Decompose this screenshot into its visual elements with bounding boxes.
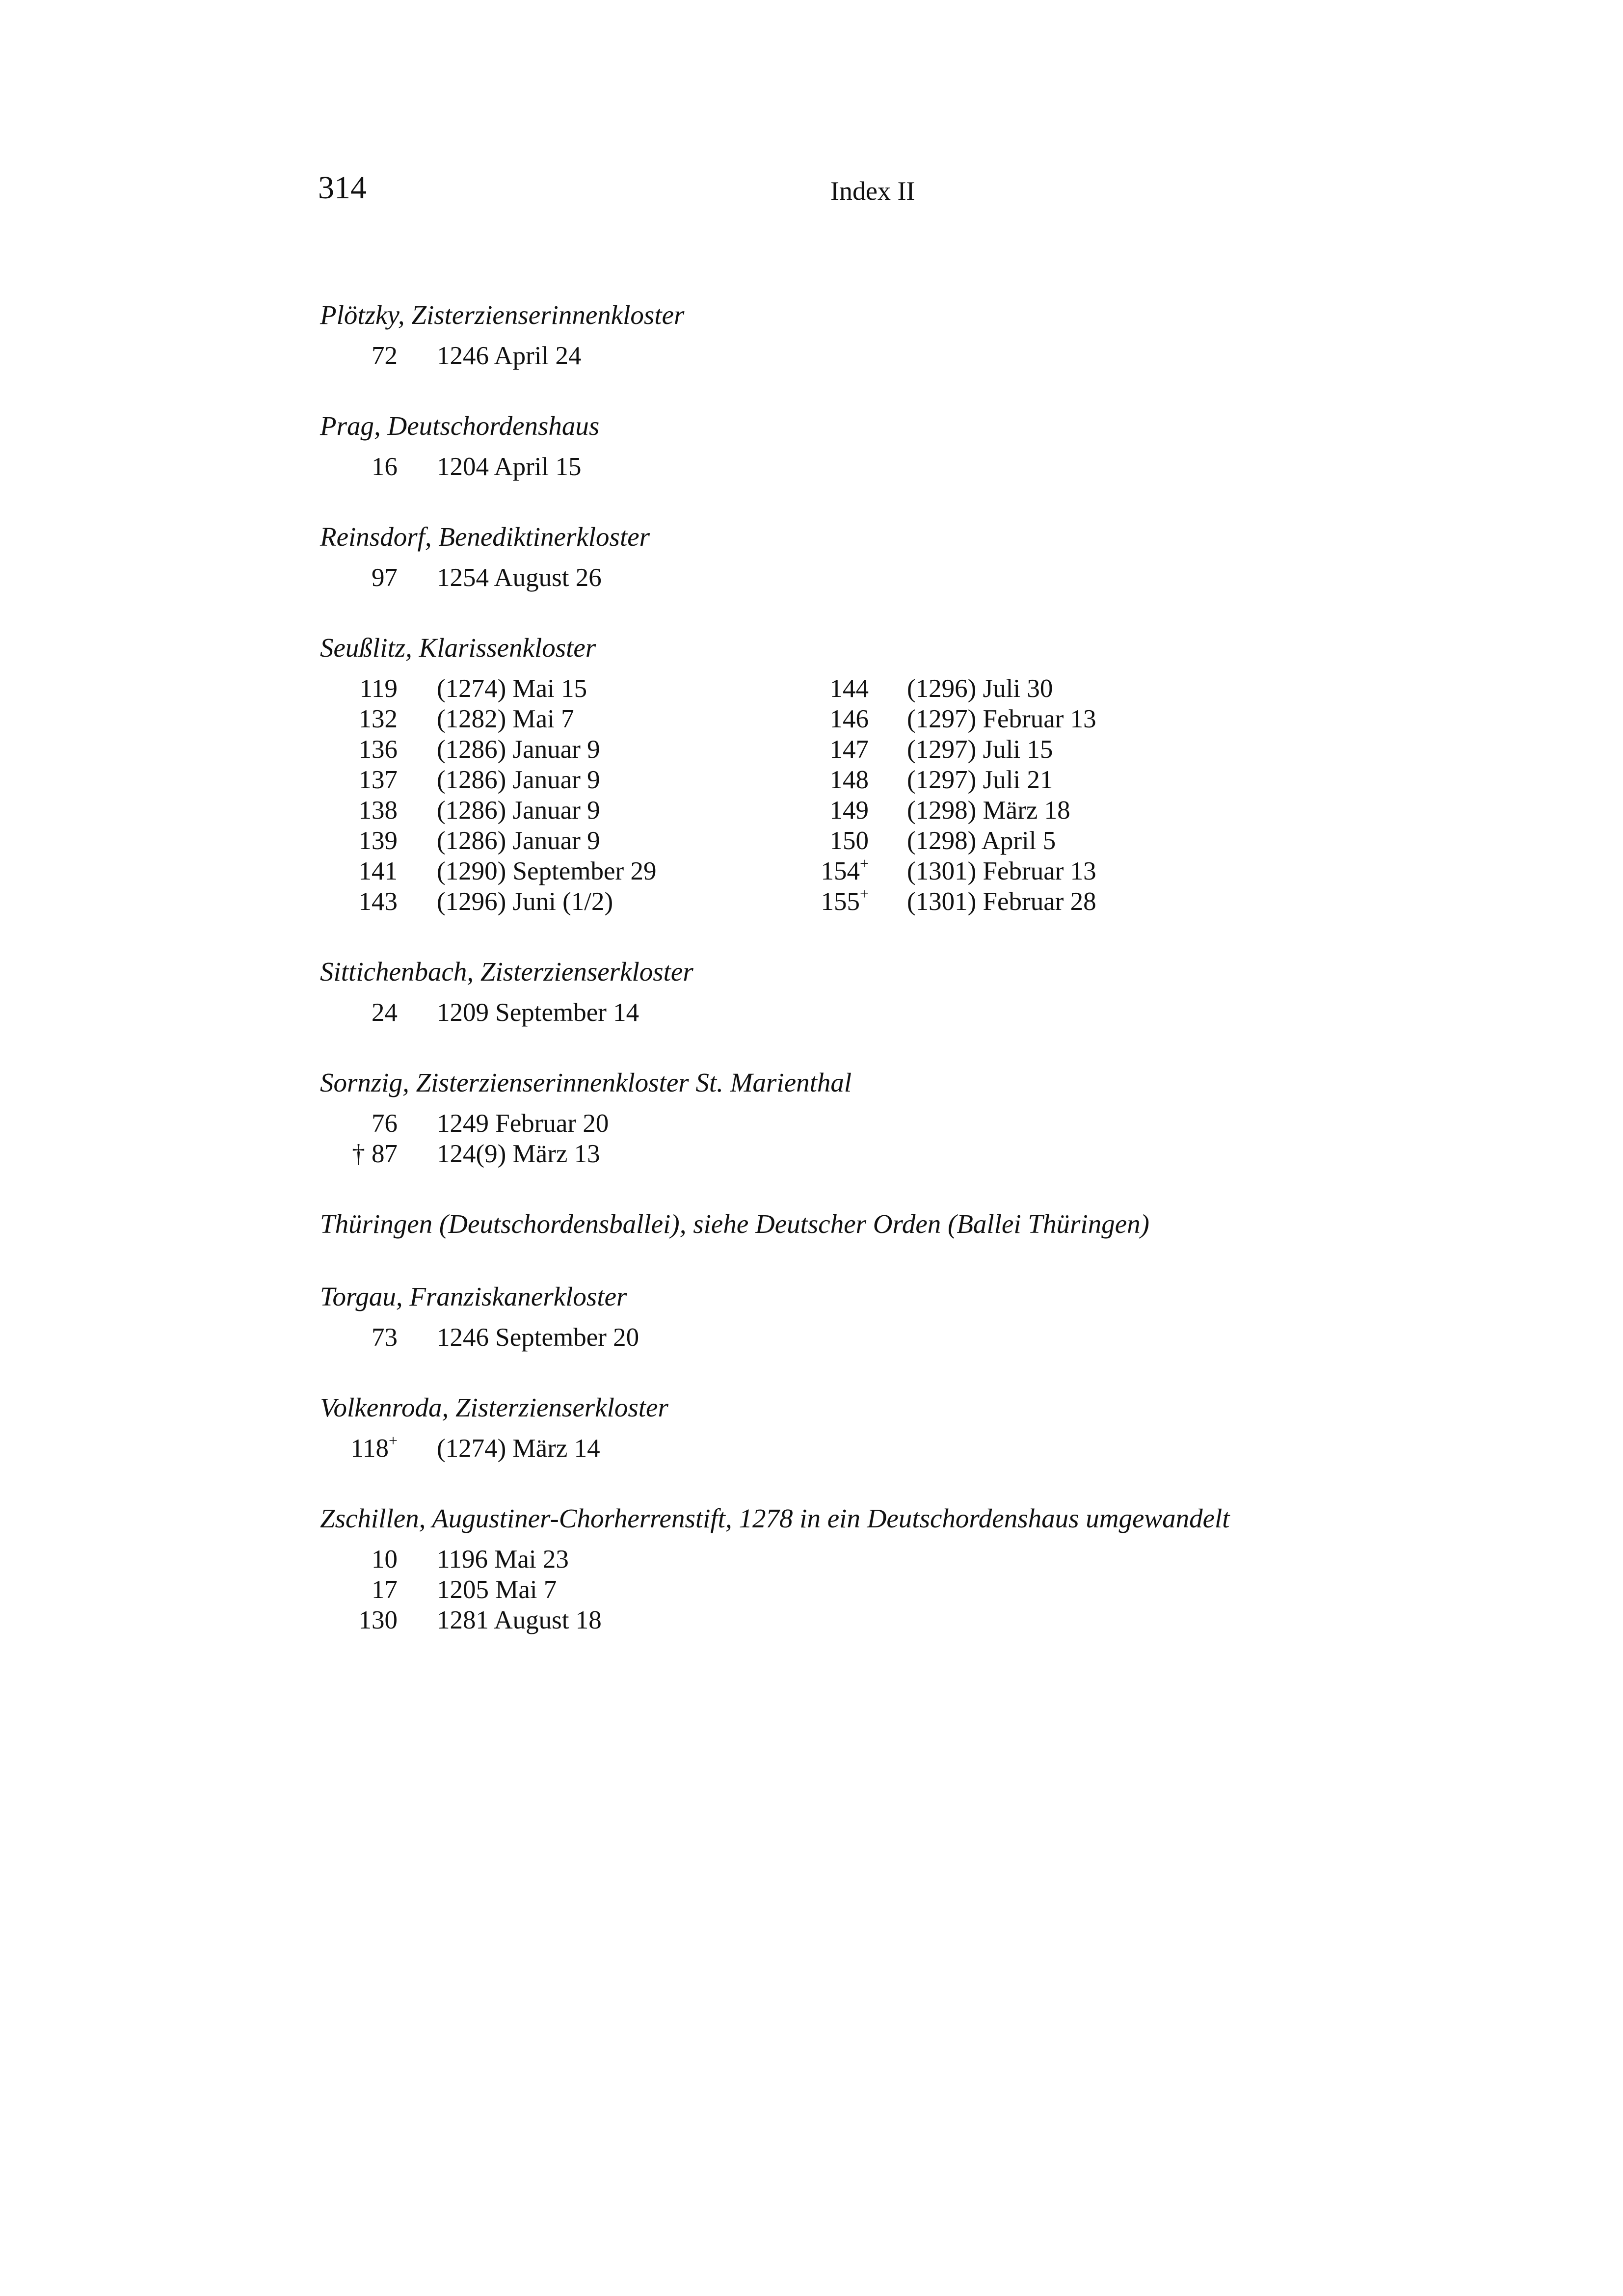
document-number: 10 [372,1545,398,1574]
document-number: 72 [372,342,398,370]
document-date: (1286) Januar 9 [437,735,600,764]
document-number: 148 [829,766,869,794]
document-date: (1297) Februar 13 [907,705,1096,733]
document-date: (1274) März 14 [437,1434,600,1463]
document-date: 1246 April 24 [437,342,582,370]
document-date: 1204 April 15 [437,453,582,481]
plus-marker: + [859,854,869,872]
document-date: 1249 Februar 20 [437,1109,609,1138]
document-number: 141 [358,857,398,885]
document-number: 137 [358,766,398,794]
document-date: 1281 August 18 [437,1606,602,1634]
entry-title: Volkenroda, Zisterzienserkloster [320,1392,668,1422]
document-number: 76 [372,1109,398,1138]
plus-marker: + [388,1432,398,1449]
document-date: (1301) Februar 28 [907,887,1096,916]
document-date: 1246 September 20 [437,1323,639,1352]
entry-title: Thüringen (Deutschordensballei), siehe Deutscher Orden (Ballei Thüringen) [320,1209,1149,1239]
document-date: (1301) Februar 13 [907,857,1096,885]
document-date: 1205 Mai 7 [437,1575,557,1604]
document-number: 132 [358,705,398,733]
entry-title: Reinsdorf, Benediktinerkloster [320,522,650,552]
document-date: (1296) Juni (1/2) [437,887,613,916]
entry-title: Prag, Deutschordenshaus [320,411,600,441]
entry-title: Seußlitz, Klarissenkloster [320,633,596,663]
document-number: 144 [829,674,869,703]
document-number: † 87 [352,1140,398,1168]
document-number [319,1433,398,1464]
document-number: 17 [372,1575,398,1604]
document-number: 143 [358,887,398,916]
document-date: (1286) Januar 9 [437,766,600,794]
document-number: 136 [358,735,398,764]
document-number: 73 [372,1323,398,1352]
document-date: (1298) April 5 [907,827,1056,855]
document-number: 150 [829,827,869,855]
document-number: 119 [359,674,398,703]
entry-title: Torgau, Franziskanerkloster [320,1281,627,1311]
document-number: 139 [358,827,398,855]
document-date: 124(9) März 13 [437,1140,600,1168]
document-date: 1196 Mai 23 [437,1545,569,1574]
document-date: (1297) Juli 15 [907,735,1053,764]
document-number: 24 [372,998,398,1027]
document-number: 138 [358,796,398,825]
document-date: (1286) Januar 9 [437,827,600,855]
document-number-value: 155 [821,887,860,916]
document-date: (1298) März 18 [907,796,1070,825]
document-number: 97 [372,563,398,592]
document-date: (1274) Mai 15 [437,674,587,703]
page-number: 314 [318,170,367,206]
running-head: Index II [830,176,915,206]
document-number-value: 154 [821,857,860,885]
document-number: 130 [358,1606,398,1634]
entry-title: Zschillen, Augustiner-Chorherrenstift, 1278 in ein Deutschordenshaus umgewandelt [320,1503,1230,1533]
document-date: (1296) Juli 30 [907,674,1053,703]
document-date: (1297) Juli 21 [907,766,1053,794]
document-number: 16 [372,453,398,481]
document-date: 1254 August 26 [437,563,602,592]
document-number [790,886,869,917]
document-number [790,856,869,886]
document-date: (1286) Januar 9 [437,796,600,825]
document-date: (1282) Mai 7 [437,705,574,733]
document-number-value: 118 [350,1434,389,1463]
document-date: 1209 September 14 [437,998,639,1027]
document-number: 146 [829,705,869,733]
document-number: 147 [829,735,869,764]
plus-marker: + [859,885,869,903]
entry-title: Plötzky, Zisterzienserinnenkloster [320,300,685,330]
document-number: 149 [829,796,869,825]
entry-title: Sornzig, Zisterzienserinnenkloster St. Marienthal [320,1068,852,1097]
document-date: (1290) September 29 [437,857,657,885]
entry-title: Sittichenbach, Zisterzienserkloster [320,957,693,987]
